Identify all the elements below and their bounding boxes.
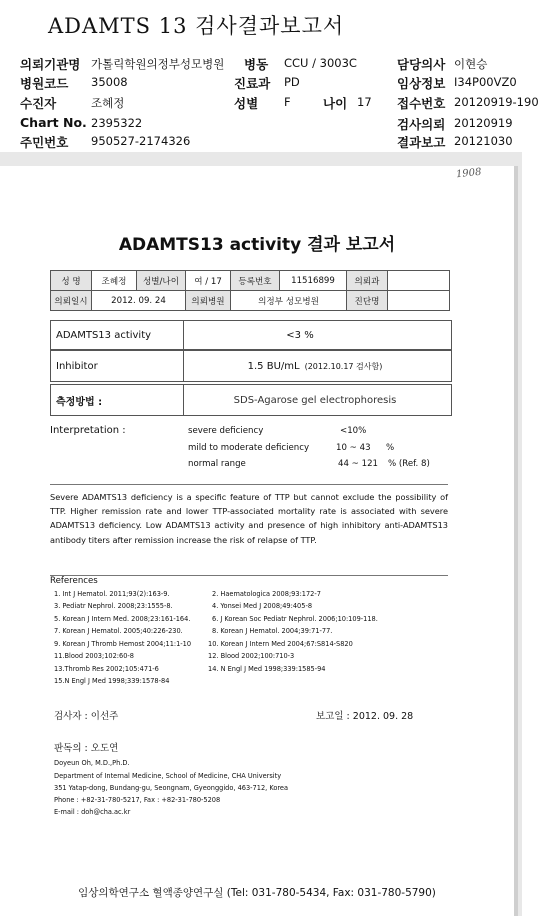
report-title: ADAMTS13 activity 결과 보고서 bbox=[118, 235, 396, 255]
label-requesting-institution: 의뢰기관명 bbox=[20, 57, 81, 72]
value-age: 17 bbox=[357, 95, 372, 109]
ref-7: 7. Korean J Hematol. 2005;40:226-230. bbox=[54, 627, 183, 635]
label-hospital-code: 병원코드 bbox=[20, 76, 69, 91]
info-date-label: 의뢰일시 bbox=[51, 291, 92, 311]
label-ward: 병동 bbox=[244, 57, 269, 72]
ref-10: 10. Korean J Intern Med 2004;67:S814-S820 bbox=[208, 640, 353, 648]
examiner: 검사자 : 이선주 bbox=[54, 711, 119, 722]
info-dept-label: 의뢰과 bbox=[347, 271, 388, 291]
label-department: 진료과 bbox=[234, 76, 271, 91]
value-chart-no: 2395322 bbox=[91, 116, 143, 130]
interp-name-2: mild to moderate deficiency bbox=[188, 443, 310, 453]
info-diag bbox=[388, 291, 450, 311]
value-sex: F bbox=[284, 95, 291, 109]
ref-9: 9. Korean J Thromb Hemost 2004;11:1-10 bbox=[54, 640, 192, 648]
info-row-1 bbox=[51, 271, 450, 291]
ref-14: 14. N Engl J Med 1998;339:1585-94 bbox=[208, 665, 326, 673]
scanned-report bbox=[0, 166, 518, 916]
info-regno-label: 등록번호 bbox=[231, 271, 280, 291]
label-receipt-no: 접수번호 bbox=[397, 96, 446, 111]
info-date: 2012. 09. 24 bbox=[92, 291, 186, 311]
address-line-3: 351 Yatap-dong, Bundang-gu, Seongnam, Gyeonggido, 463-712, Korea bbox=[54, 784, 289, 792]
result-inhibitor bbox=[50, 350, 452, 382]
info-name: 조혜정 bbox=[92, 271, 137, 291]
label-age: 나이 bbox=[323, 96, 348, 111]
ref-15: 15.N Engl J Med 1998;339:1578-84 bbox=[54, 677, 170, 685]
lab-footer: 임상의학연구소 혈액종양연구실 (Tel: 031-780-5434, Fax: 031-780-5790) bbox=[78, 887, 436, 899]
patient-info-table bbox=[50, 270, 450, 311]
value-hospital-code: 35008 bbox=[91, 75, 128, 89]
result-method-label: 측정방법 : bbox=[51, 385, 184, 415]
label-chart-no: Chart No. bbox=[20, 115, 87, 130]
result-activity-value: <3 % bbox=[286, 329, 314, 341]
references-title: References bbox=[50, 576, 98, 586]
interp-range-1: <10% bbox=[340, 426, 367, 436]
interpretation-paragraph-box bbox=[50, 484, 448, 576]
value-receipt-no: 20120919-190 bbox=[454, 95, 539, 109]
info-regno: 11516899 bbox=[280, 271, 347, 291]
interp-name-3: normal range bbox=[188, 459, 246, 469]
value-department: PD bbox=[284, 75, 300, 89]
ref-4: 4. Yonsei Med J 2008;49:405-8 bbox=[212, 602, 313, 610]
label-result-report: 결과보고 bbox=[397, 135, 446, 150]
ref-13: 13.Thromb Res 2002;105:471-6 bbox=[54, 665, 159, 673]
report-date: 보고일 : 2012. 09. 28 bbox=[316, 711, 414, 722]
interp-range-2: 10 ~ 43 bbox=[336, 443, 371, 453]
info-sexage-label: 성별/나이 bbox=[137, 271, 186, 291]
value-requesting-institution: 가톨릭학원의정부성모병원 bbox=[91, 57, 225, 71]
address-line-2: Department of Internal Medicine, School of Medicine, CHA University bbox=[54, 772, 282, 780]
ref-6: 6. J Korean Soc Pediatr Nephrol. 2006;10:109-118. bbox=[212, 615, 378, 623]
address-line-1: Doyeun Oh, M.D.,Ph.D. bbox=[54, 759, 130, 767]
result-method-value: SDS-Agarose gel electrophoresis bbox=[233, 394, 397, 406]
interp-range-3: 44 ~ 121 bbox=[338, 459, 379, 469]
footer-box bbox=[0, 871, 514, 916]
value-patient: 조혜정 bbox=[91, 96, 125, 110]
info-hosp-label: 의뢰병원 bbox=[186, 291, 231, 311]
ref-2: 2. Haematologica 2008;93:172-7 bbox=[212, 590, 321, 598]
info-diag-label: 진단명 bbox=[347, 291, 388, 311]
label-resident-no: 주민번호 bbox=[20, 135, 69, 150]
value-clinical-info: I34P00VZ0 bbox=[454, 75, 517, 89]
address-line-5: E-mail : doh@cha.ac.kr bbox=[54, 808, 131, 816]
interp-unit-3: % (Ref. 8) bbox=[388, 459, 430, 469]
value-physician: 이현승 bbox=[454, 57, 488, 71]
info-row-2 bbox=[51, 291, 450, 311]
result-inhibitor-value: 1.5 BU/mL bbox=[247, 360, 300, 372]
info-name-label: 성 명 bbox=[51, 271, 92, 291]
label-sex: 성별 bbox=[234, 96, 259, 111]
ref-8: 8. Korean J Hematol. 2004;39:71-77. bbox=[212, 627, 333, 635]
address-line-4: Phone : +82-31-780-5217, Fax : +82-31-780-5208 bbox=[54, 796, 221, 804]
handwritten-note: 1908 bbox=[455, 166, 482, 181]
value-ward: CCU / 3003C bbox=[284, 56, 357, 70]
header-title: ADAMTS 13 검사결과보고서 bbox=[48, 14, 345, 38]
result-inhibitor-note: (2012.10.17 검사함) bbox=[304, 361, 383, 371]
ref-3: 3. Pediatr Nephrol. 2008;23:1555-8. bbox=[54, 602, 173, 610]
report-header bbox=[0, 0, 539, 152]
ref-12: 12. Blood 2002;100:710-3 bbox=[208, 652, 295, 660]
ref-11: 11.Blood 2003;102:60-8 bbox=[54, 652, 134, 660]
label-test-request: 검사의뢰 bbox=[397, 117, 446, 132]
result-activity bbox=[50, 320, 452, 350]
ref-1: 1. Int J Hematol. 2011;93(2):163-9. bbox=[54, 590, 170, 598]
info-sexage: 여 / 17 bbox=[186, 271, 231, 291]
interp-unit-2: % bbox=[386, 443, 395, 453]
result-inhibitor-label: Inhibitor bbox=[51, 351, 184, 381]
interp-name-1: severe deficiency bbox=[188, 426, 264, 436]
info-hosp: 의정부 성모병원 bbox=[231, 291, 347, 311]
interpretation-paragraph: Severe ADAMTS13 deficiency is a specific feature of TTP but cannot exclude the possibility of TTP. Higher remission rate and lower TTP-associated mortality rate is associated with severe ADAMTS13 deficiency. Low ADAMTS13 activity and presence of high inhibitory anti-ADAMTS13 antibody titers after remission increase the risk of relapse of TTP. bbox=[50, 492, 448, 545]
result-activity-label: ADAMTS13 activity bbox=[51, 321, 184, 349]
label-patient: 수진자 bbox=[20, 96, 57, 111]
info-dept bbox=[388, 271, 450, 291]
value-result-report: 20121030 bbox=[454, 134, 513, 148]
ref-5: 5. Korean J Intern Med. 2008;23:161-164. bbox=[54, 615, 191, 623]
label-clinical-info: 임상정보 bbox=[397, 76, 446, 91]
value-resident-no: 950527-2174326 bbox=[91, 134, 191, 148]
judge: 판독의 : 오도연 bbox=[54, 743, 119, 754]
label-physician: 담당의사 bbox=[397, 57, 446, 72]
result-inhibitor-values bbox=[179, 351, 451, 381]
interpretation-label: Interpretation : bbox=[50, 425, 126, 436]
value-test-request: 20120919 bbox=[454, 116, 513, 130]
result-method bbox=[50, 384, 452, 416]
